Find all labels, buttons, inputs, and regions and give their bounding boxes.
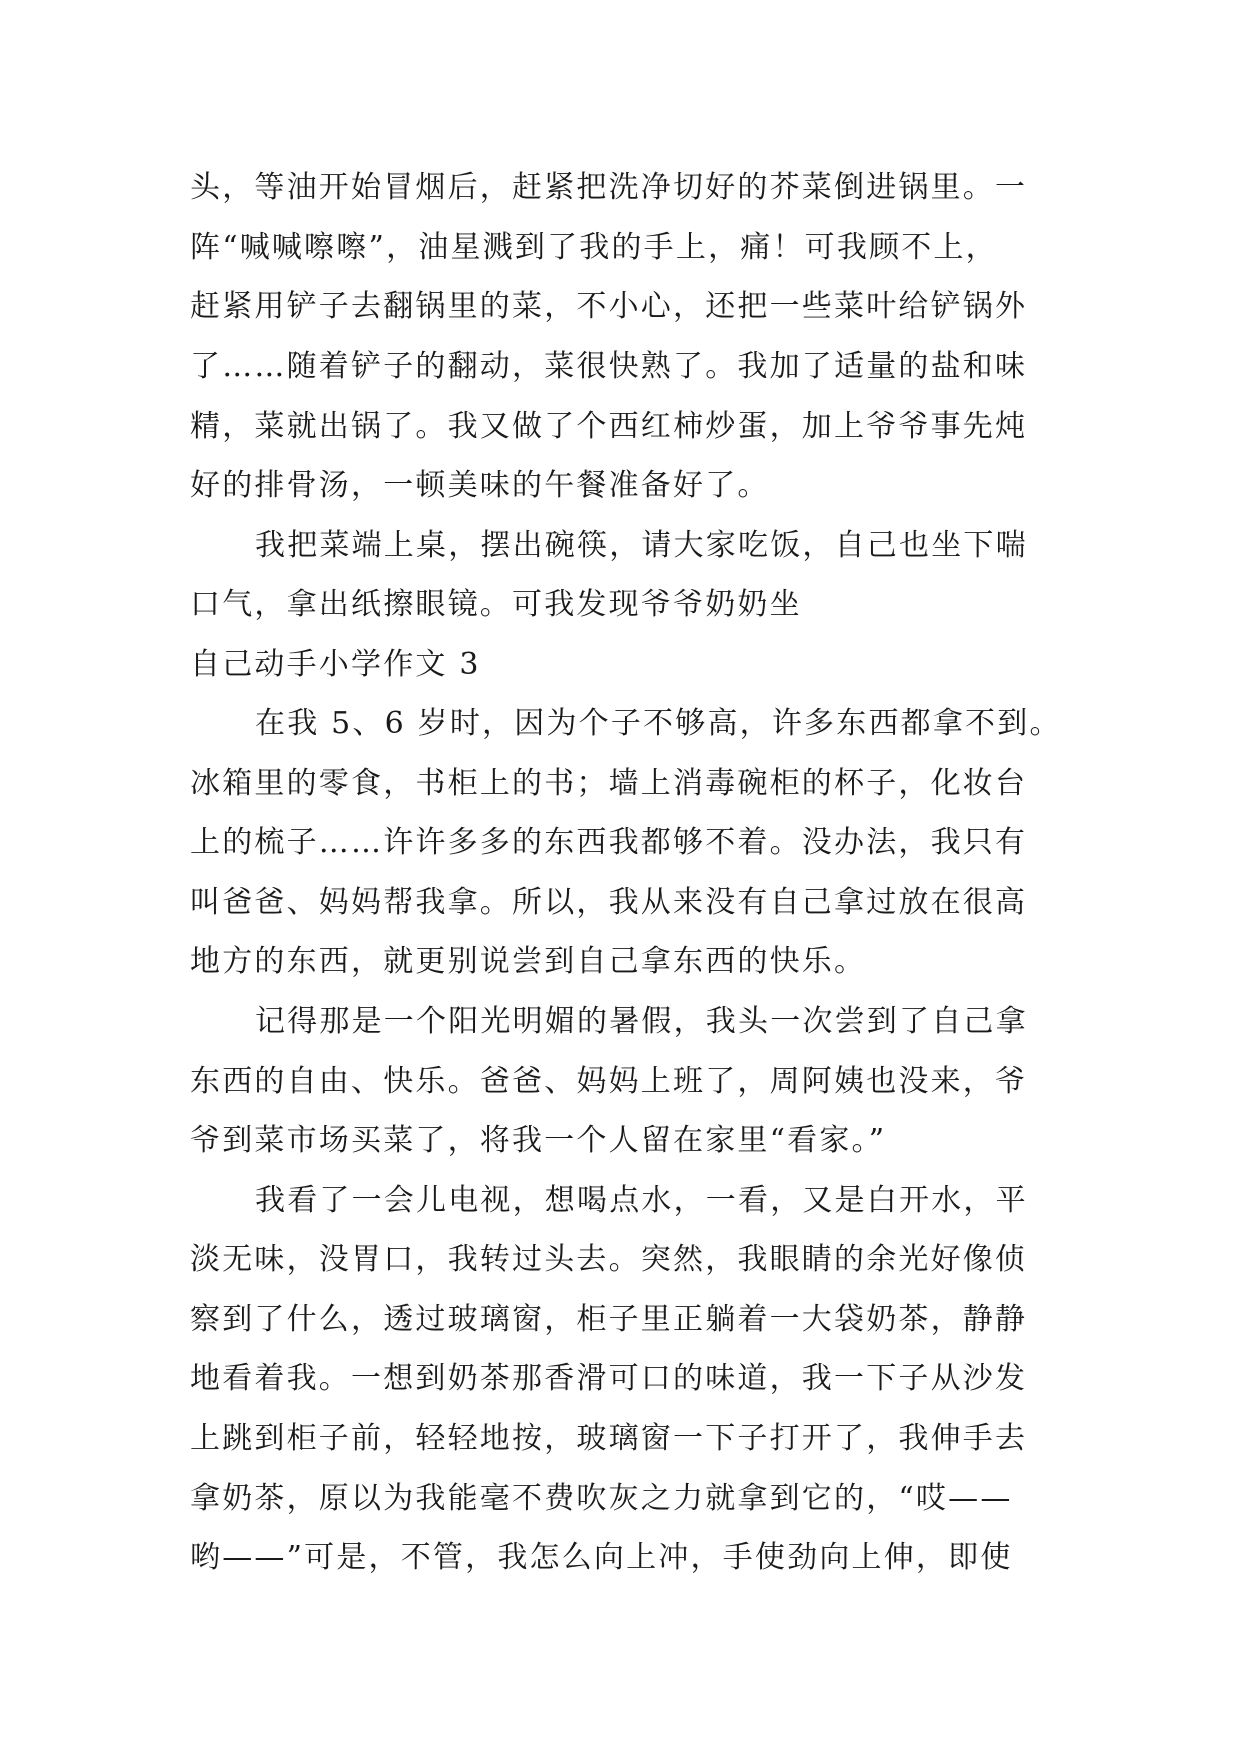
paragraph-line: 上跳到柜子前，轻轻地按，玻璃窗一下子打开了，我伸手去 bbox=[190, 1421, 1028, 1456]
paragraph-line: 精，菜就出锅了。我又做了个西红柿炒蛋，加上爷爷事先炖 bbox=[190, 409, 1028, 444]
paragraph-line: 我看了一会儿电视，想喝点水，一看，又是白开水，平 bbox=[255, 1183, 1028, 1218]
paragraph-line: 记得那是一个阳光明媚的暑假，我头一次尝到了自己拿 bbox=[255, 1004, 1028, 1039]
paragraph-line: 阵“喊喊嚓嚓”，油星溅到了我的手上，痛！可我顾不上， bbox=[190, 230, 998, 265]
paragraph-line: 头，等油开始冒烟后，赶紧把洗净切好的芥菜倒进锅里。一 bbox=[190, 170, 1028, 205]
paragraph-line: 地方的东西，就更别说尝到自己拿东西的快乐。 bbox=[190, 944, 867, 979]
paragraph-line: 口气，拿出纸擦眼镜。可我发现爷爷奶奶坐 bbox=[190, 587, 802, 622]
paragraph-line: 爷到菜市场买菜了，将我一个人留在家里“看家。” bbox=[190, 1123, 887, 1158]
paragraph-line: 淡无味，没胃口，我转过头去。突然，我眼睛的余光好像侦 bbox=[190, 1242, 1028, 1277]
paragraph-line: 我把菜端上桌，摆出碗筷，请大家吃饭，自己也坐下喘 bbox=[255, 528, 1028, 563]
paragraph-line: 了……随着铲子的翻动，菜很快熟了。我加了适量的盐和味 bbox=[190, 349, 1028, 384]
paragraph-line: 东西的自由、快乐。爸爸、妈妈上班了，周阿姨也没来，爷 bbox=[190, 1064, 1028, 1099]
paragraph-line: 上的梳子……许许多多的东西我都够不着。没办法，我只有 bbox=[190, 825, 1028, 860]
paragraph-line: 地看着我。一想到奶茶那香滑可口的味道，我一下子从沙发 bbox=[190, 1361, 1028, 1396]
paragraph-line: 察到了什么，透过玻璃窗，柜子里正躺着一大袋奶茶，静静 bbox=[190, 1302, 1028, 1337]
paragraph-line: 哟——”可是，不管，我怎么向上冲，手使劲向上伸，即使 bbox=[190, 1540, 1013, 1575]
paragraph-line: 赶紧用铲子去翻锅里的菜，不小心，还把一些菜叶给铲锅外 bbox=[190, 289, 1028, 324]
paragraph-line: 冰箱里的零食，书柜上的书；墙上消毒碗柜的杯子，化妆台 bbox=[190, 766, 1028, 801]
section-heading: 自己动手小学作文 3 bbox=[190, 647, 481, 682]
paragraph-line: 拿奶茶，原以为我能毫不费吹灰之力就拿到它的，“哎—— bbox=[190, 1481, 1013, 1516]
paragraph-line: 叫爸爸、妈妈帮我拿。所以，我从来没有自己拿过放在很高 bbox=[190, 885, 1028, 920]
paragraph-line: 在我 5、6 岁时，因为个子不够高，许多东西都拿不到。 bbox=[255, 706, 1062, 741]
paragraph-line: 好的排骨汤，一顿美味的午餐准备好了。 bbox=[190, 468, 770, 503]
